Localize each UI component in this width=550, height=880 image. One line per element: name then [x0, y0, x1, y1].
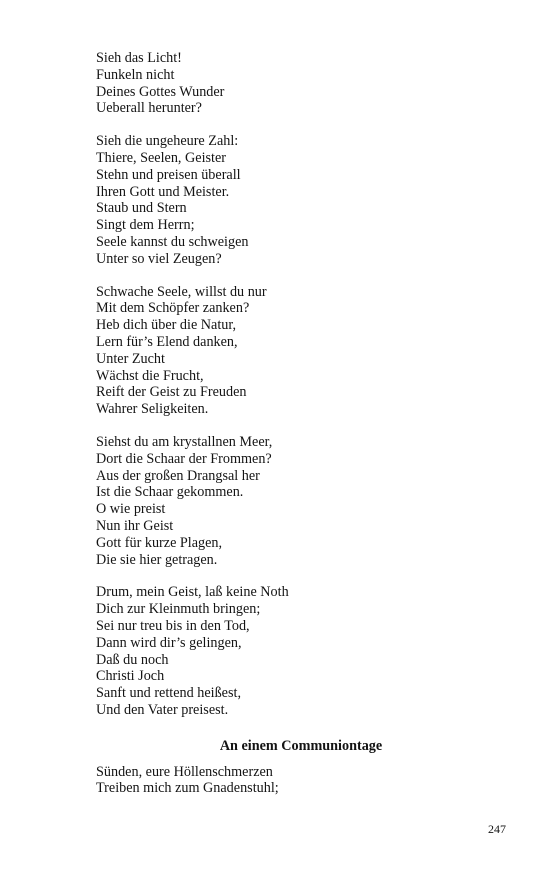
stanza: [96, 584, 516, 718]
poem-line: Mit dem Schöpfer zanken?: [96, 300, 250, 317]
poem-line: Wahrer Seligkeiten.: [96, 401, 209, 418]
poem-line: Schwache Seele, willst du nur: [96, 283, 267, 300]
poem-line: Drum, mein Geist, laß keine Noth: [96, 584, 289, 601]
poem-line: Sanft und rettend heißest,: [96, 685, 241, 702]
poem-line: Sieh das Licht!: [96, 50, 182, 66]
poem-text: [96, 50, 516, 719]
poem-line: Unter so viel Zeugen?: [96, 250, 222, 267]
poem-line: Christi Joch: [96, 668, 165, 685]
poem-line: Thiere, Seelen, Geister: [96, 149, 226, 166]
poem-line: Deines Gottes Wunder: [96, 83, 225, 100]
poem-line: Singt dem Herrn;: [96, 217, 195, 234]
poem-line: Siehst du am krystallnen Meer,: [96, 433, 273, 450]
stanza: [96, 133, 516, 267]
poem-line: Nun ihr Geist: [96, 517, 174, 534]
poem-line: Daß du noch: [96, 651, 169, 668]
next-poem-text: [96, 764, 516, 798]
poem-line: Wächst die Frucht,: [96, 367, 204, 384]
poem-line: Und den Vater preisest.: [96, 701, 229, 718]
poem-line: Sieh die ungeheure Zahl:: [96, 133, 239, 150]
page-body: [96, 50, 516, 797]
poem-line: Gott für kurze Plagen,: [96, 534, 223, 551]
poem-line: O wie preist: [96, 501, 166, 518]
poem-title: An einem Communiontage: [219, 737, 383, 754]
poem-line: Staub und Stern: [96, 200, 187, 217]
poem-line: Sei nur treu bis in den Tod,: [96, 617, 250, 634]
poem-line: Heb dich über die Natur,: [96, 317, 237, 334]
page-number: 247: [488, 822, 506, 836]
poem-line: Unter Zucht: [96, 350, 165, 367]
poem-line: Lern für’s Elend danken,: [96, 333, 238, 350]
poem-line: Ihren Gott und Meister.: [96, 183, 230, 200]
poem-line: Treiben mich zum Gnadenstuhl;: [96, 780, 279, 797]
stanza: [96, 284, 516, 418]
poem-line: Aus der großen Drangsal her: [96, 467, 260, 484]
poem-line: Seele kannst du schweigen: [96, 233, 249, 250]
poem-line: Stehn und preisen überall: [96, 166, 241, 183]
poem-line: Dann wird dir’s gelingen,: [96, 634, 242, 651]
stanza: [96, 434, 516, 568]
stanza: [96, 50, 516, 117]
poem-line: Ist die Schaar gekommen.: [96, 484, 244, 501]
poem-line: Dich zur Kleinmuth bringen;: [96, 601, 261, 618]
poem-line: Reift der Geist zu Freuden: [96, 384, 247, 401]
poem-line: Ueberall herunter?: [96, 100, 202, 117]
poem-line: Funkeln nicht: [96, 66, 175, 83]
poem-line: Sünden, eure Höllenschmerzen: [96, 763, 273, 780]
poem-line: Dort die Schaar der Frommen?: [96, 450, 272, 467]
poem-line: Die sie hier getragen.: [96, 551, 218, 568]
